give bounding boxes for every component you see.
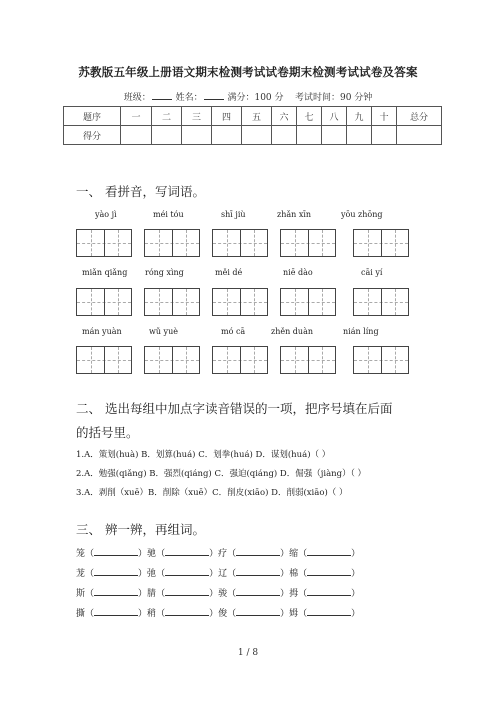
answer-blank[interactable] [165, 566, 209, 576]
score-row-label: 得分 [64, 126, 121, 145]
score-header-cell: 一 [121, 107, 152, 126]
pinyin-label: niē dào [283, 268, 313, 277]
exam-time: 考试时间：90 分钟 [294, 93, 373, 103]
pinyin-label: yào jì [95, 210, 117, 219]
answer-blank[interactable] [94, 586, 138, 596]
answer-blank[interactable] [307, 606, 351, 616]
character: 辽 [218, 569, 228, 579]
pinyin-label: méi tóu [153, 210, 184, 219]
score-header-cell: 八 [322, 107, 347, 126]
name-blank [204, 91, 224, 100]
character-writing-grid[interactable] [212, 288, 268, 316]
answer-blank[interactable] [94, 606, 138, 616]
score-table-header-row [64, 107, 442, 126]
question-line: 3.A．剥削（xuē）B．削除（xuē）C．削皮(xiāo) D．削弱(xiāo)（ ） [76, 488, 348, 498]
pinyin-label: cāi yí [361, 268, 383, 277]
score-cell[interactable] [297, 126, 322, 145]
character-writing-grid[interactable] [280, 288, 336, 316]
score-cell[interactable] [322, 126, 347, 145]
score-cell[interactable] [212, 126, 242, 145]
page-number: 1 / 8 [237, 648, 259, 658]
pinyin-label: miǎn qiǎng [82, 268, 128, 277]
word-building-row: 斯（ ）腈（ ）骏（ ）拇（ ） [76, 586, 360, 599]
answer-blank[interactable] [165, 546, 209, 556]
answer-blank[interactable] [236, 566, 280, 576]
pinyin-label: mó cā [221, 327, 246, 336]
answer-blank[interactable] [236, 606, 280, 616]
character: 疗 [218, 549, 228, 559]
section-2-heading: 二、 选出每组中加点字读音错误的一项，把序号填在后面 [76, 401, 393, 416]
exam-info-line [0, 90, 496, 103]
section-1-heading: 一、 看拼音，写词语。 [76, 184, 205, 199]
character: 拇 [289, 589, 299, 599]
question-line: 1.A．策划(huà) B．划算(huá) C．划拳(huá) D．谋划(huá)（ ） [76, 450, 331, 460]
character-writing-grid[interactable] [144, 346, 200, 374]
score-cell[interactable] [397, 126, 442, 145]
pinyin-label: róng xìng [145, 268, 184, 277]
score-cell[interactable] [152, 126, 182, 145]
character: 缩 [289, 549, 299, 559]
document-title: 苏教版五年级上册语文期末检测考试试卷期末检测考试试卷及答案 [78, 65, 418, 79]
character: 茏 [76, 569, 86, 579]
answer-blank[interactable] [236, 586, 280, 596]
answer-blank[interactable] [307, 546, 351, 556]
answer-blank[interactable] [165, 586, 209, 596]
score-header-cell: 十 [372, 107, 397, 126]
character: 腈 [147, 589, 157, 599]
character-writing-grid[interactable] [353, 288, 409, 316]
score-cell[interactable] [372, 126, 397, 145]
character-writing-grid[interactable] [76, 229, 132, 257]
pinyin-label: yōu zhōng [341, 210, 383, 219]
character: 撕 [76, 609, 86, 619]
answer-blank[interactable] [94, 566, 138, 576]
character: 骏 [218, 589, 228, 599]
character: 斯 [76, 589, 86, 599]
pinyin-label: nián líng [343, 327, 379, 336]
score-cell[interactable] [347, 126, 372, 145]
word-building-row: 茏（ ）弛（ ）辽（ ）棉（ ） [76, 566, 360, 579]
answer-blank[interactable] [236, 546, 280, 556]
character-writing-grid[interactable] [76, 346, 132, 374]
answer-blank[interactable] [307, 586, 351, 596]
character-writing-grid[interactable] [212, 229, 268, 257]
word-building-row: 笼（ ）驰（ ）疗（ ）缩（ ） [76, 546, 360, 559]
character: 姆 [289, 609, 299, 619]
score-header-cell: 九 [347, 107, 372, 126]
score-header-cell: 四 [212, 107, 242, 126]
score-header-cell: 三 [182, 107, 212, 126]
pinyin-label: zhǎn xīn [277, 210, 312, 219]
score-header-cell: 六 [272, 107, 297, 126]
score-header-cell: 二 [152, 107, 182, 126]
character: 驰 [147, 549, 157, 559]
character: 俊 [218, 609, 228, 619]
answer-blank[interactable] [307, 566, 351, 576]
character: 弛 [147, 569, 157, 579]
name-label: 姓名： [175, 93, 203, 103]
pinyin-label: měi dé [215, 268, 243, 277]
answer-blank[interactable] [94, 546, 138, 556]
character: 棉 [289, 569, 299, 579]
character-writing-grid[interactable] [280, 229, 336, 257]
pinyin-label: wǔ yuè [149, 327, 178, 336]
class-label: 班级： [123, 93, 151, 103]
answer-blank[interactable] [165, 606, 209, 616]
score-header-cell: 五 [242, 107, 272, 126]
word-building-row: 撕（ ）稍（ ）俊（ ）姆（ ） [76, 606, 360, 619]
score-header-cell: 题序 [64, 107, 121, 126]
full-score: 满分：100 分 [227, 93, 284, 103]
section-2-heading-cont: 的括号里。 [76, 425, 139, 440]
score-cell[interactable] [242, 126, 272, 145]
character-writing-grid[interactable] [353, 229, 409, 257]
score-cell[interactable] [182, 126, 212, 145]
section-3-heading: 三、 辨一辨，再组词。 [76, 522, 205, 537]
pinyin-label: mán yuàn [82, 327, 122, 336]
class-blank [152, 91, 172, 100]
character: 笼 [76, 549, 86, 559]
character-writing-grid[interactable] [76, 288, 132, 316]
score-cell[interactable] [272, 126, 297, 145]
score-header-cell: 总分 [397, 107, 442, 126]
character-writing-grid[interactable] [353, 346, 409, 374]
character-writing-grid[interactable] [144, 229, 200, 257]
pinyin-label: zhěn duàn [271, 327, 313, 336]
character-writing-grid[interactable] [144, 288, 200, 316]
character-writing-grid[interactable] [212, 346, 268, 374]
score-table-score-row [64, 126, 442, 145]
character-writing-grid[interactable] [280, 346, 336, 374]
question-line: 2.A．勉强(qiǎng) B．强烈(qiáng) C．强迫(qiáng) D．倔强（jiàng）（ ） [76, 469, 367, 479]
score-header-cell: 七 [297, 107, 322, 126]
pinyin-label: shī jiù [221, 210, 246, 219]
character: 稍 [147, 609, 157, 619]
score-table [63, 106, 442, 145]
score-cell[interactable] [121, 126, 152, 145]
